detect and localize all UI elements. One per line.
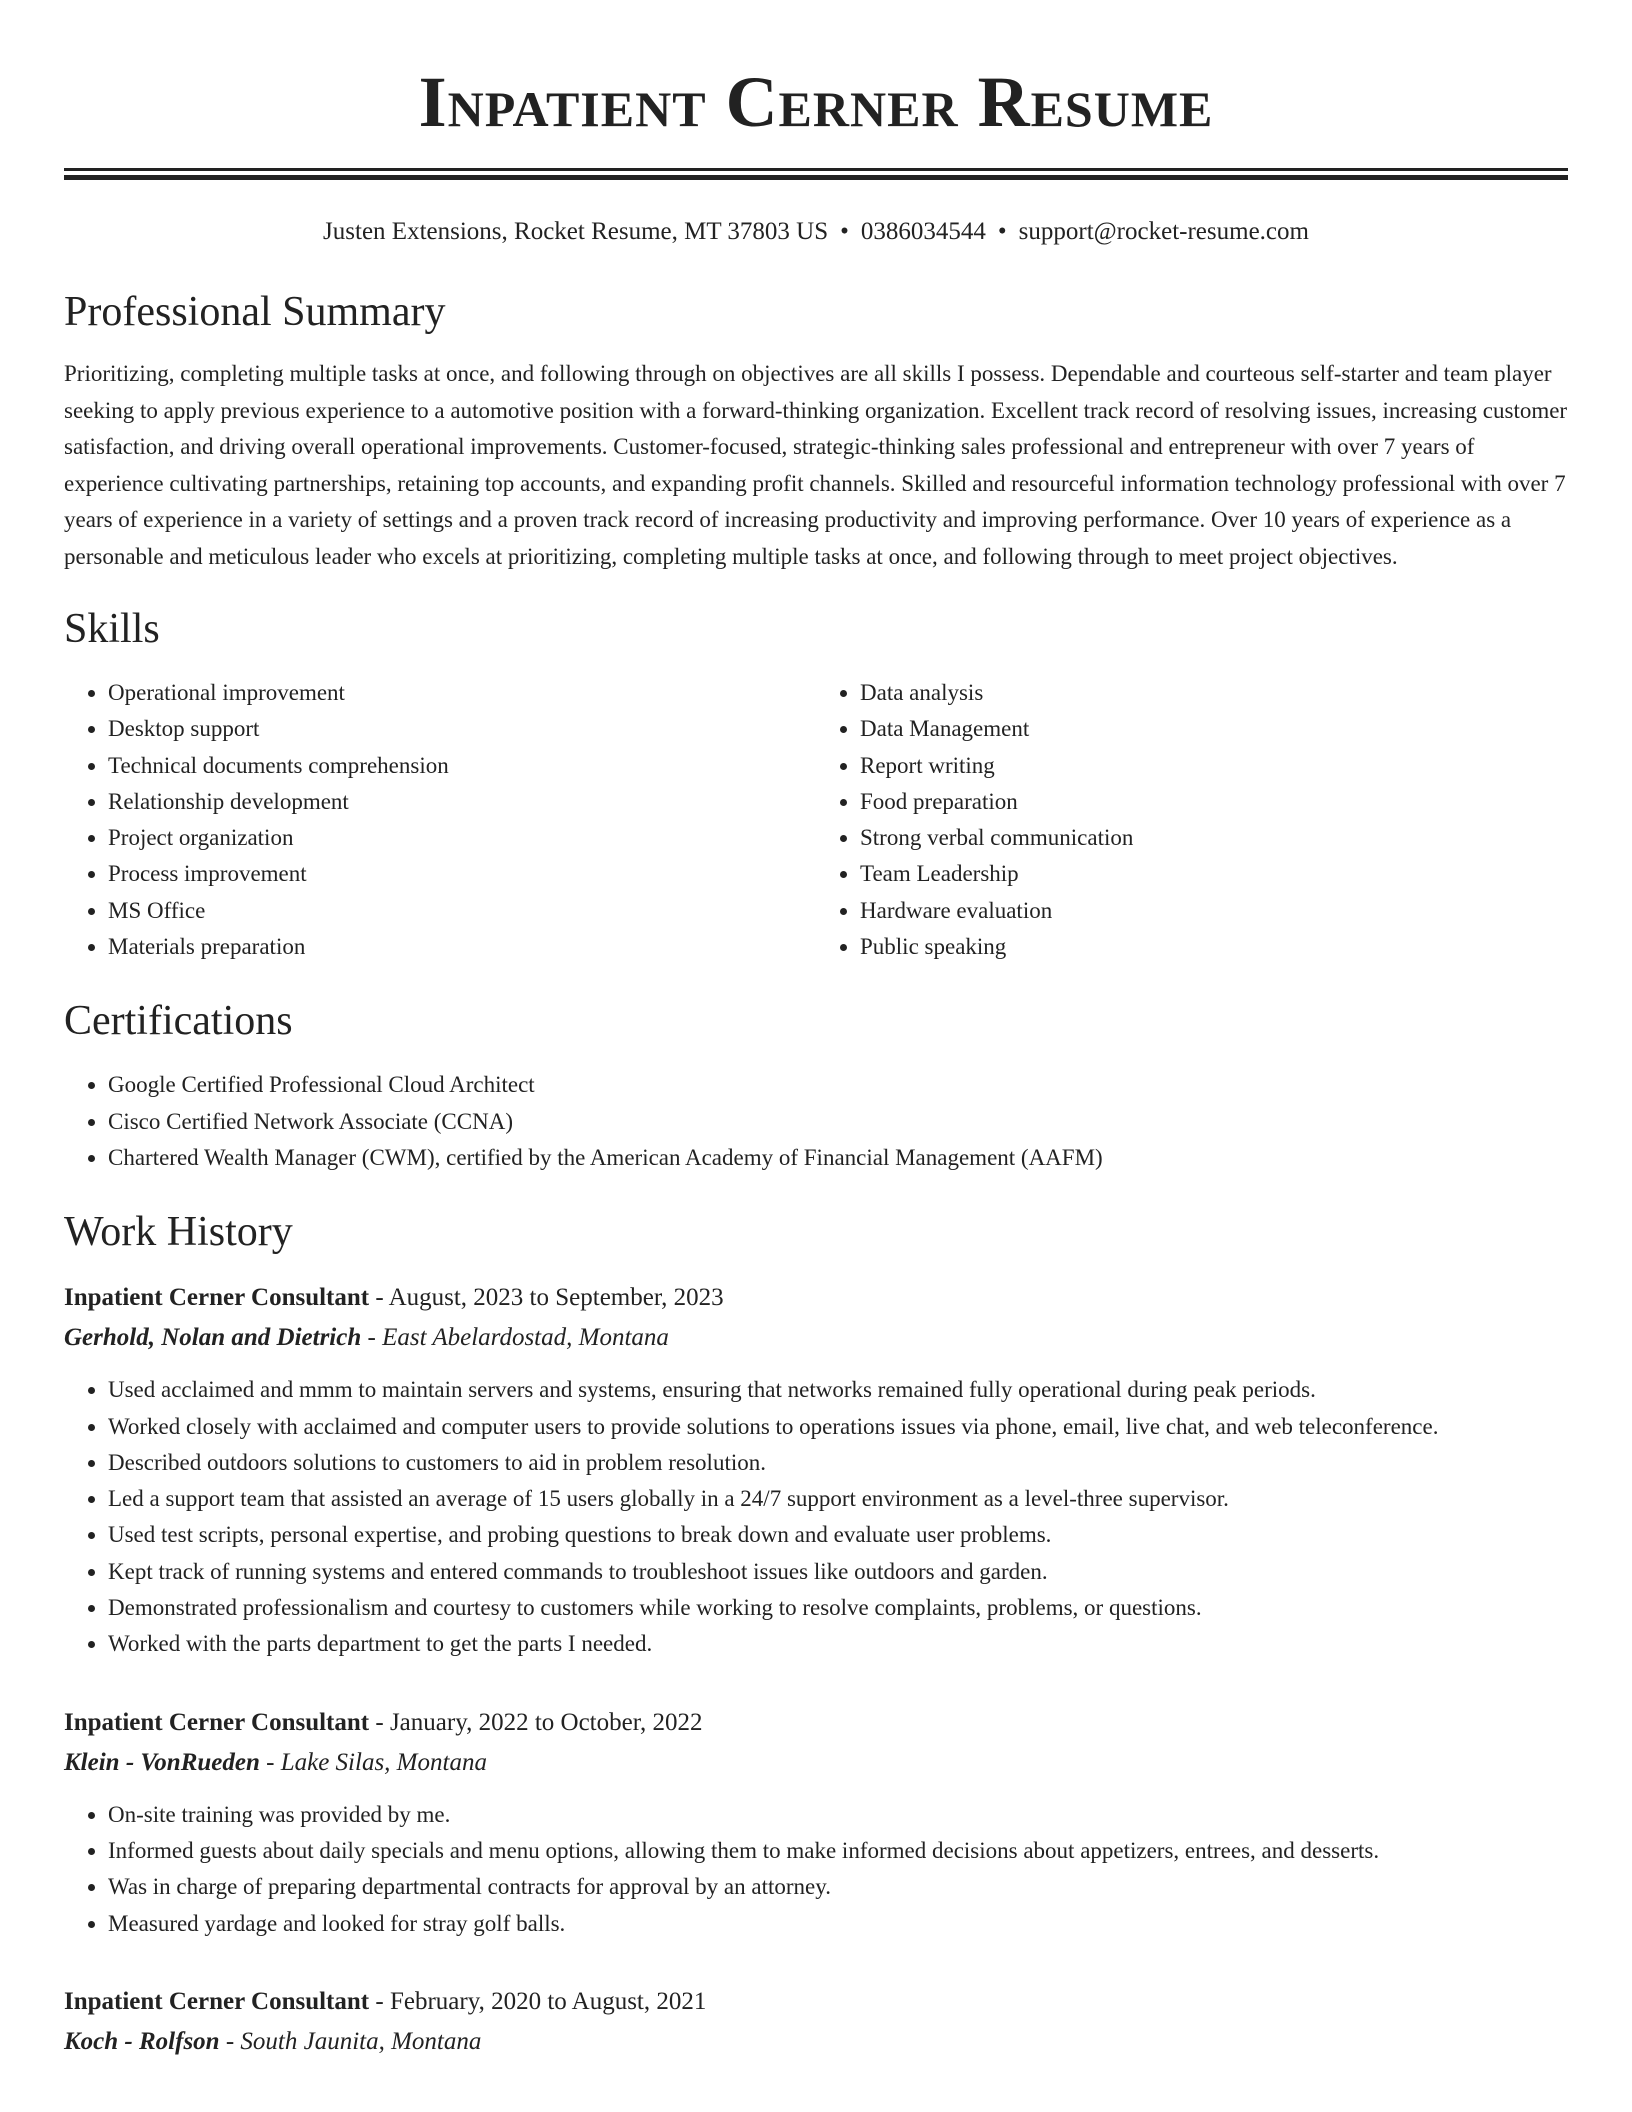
work-history-heading: Work History [64,1209,293,1256]
skills-list-right [816,675,1568,965]
job-title: Inpatient Cerner Consultant [64,1987,370,2015]
job-bullet: • Worked with the parts department to get the parts I needed. [108,1626,1568,1662]
job-dates: January, 2022 to October, 2022 [389,1708,703,1736]
contact-separator: • [997,218,1007,245]
resume-title: Inpatient Cerner Resume [418,62,1214,142]
skill-item: • Hardware evaluation [860,893,1568,929]
summary-text: Prioritizing, completing multiple tasks at once, and following through on objectives are all skills I possess. Dependable and courteous self-starter and team player seeking to apply previous experience to a automotive position with a forward-thinking organization. Excellent track record of resolving issues, increasing customer satisfaction, and driving overall operational improvements. Customer-focused, strategic-thinking sales professional and entrepreneur with over 7 years of experience cultivating partnerships, retaining top accounts, and expanding profit channels. Skilled and resourceful information technology professional with over 7 years of experience in a variety of settings and a proven track record of increasing productivity and improving performance. Over 10 years of experience as a personable and meticulous leader who excels at prioritizing, completing multiple tasks at once, and following through to meet project objectives. [64,361,1568,569]
certifications-list [64,1067,1568,1176]
contact-phone: 0386034544 [860,218,986,245]
job-entry [64,1982,1568,2062]
job-company: Gerhold, Nolan and Dietrich [64,1324,362,1352]
certifications-heading: Certifications [64,998,293,1045]
job-title-line: Inpatient Cerner Consultant - February, 2020 to August, 2021 [64,1987,707,2015]
job-title-line: Inpatient Cerner Consultant - August, 2023 to September, 2023 [64,1284,724,1312]
contact-email[interactable]: support@rocket-resume.com [1018,218,1309,245]
contact-address: Justen Extensions, Rocket Resume, MT 37803 US [323,218,829,245]
skill-item: • Technical documents comprehension [108,748,816,784]
job-company: Klein - VonRueden [64,1748,260,1776]
certification-item: • Cisco Certified Network Associate (CCNA) [108,1104,1568,1140]
skill-item: • Operational improvement [108,675,816,711]
job-bullet: • Worked closely with acclaimed and computer users to provide solutions to operations issues via phone, email, live chat, and web teleconference. [108,1409,1568,1445]
skill-item: • Public speaking [860,929,1568,965]
job-bullet: • Used acclaimed and mmm to maintain servers and systems, ensuring that networks remained fully operational during peak periods. [108,1372,1568,1408]
skill-item: • Process improvement [108,856,816,892]
job-bullet: • Informed guests about daily specials and menu options, allowing them to make informed decisions about appetizers, entrees, and desserts. [108,1833,1568,1869]
job-company-line: Gerhold, Nolan and Dietrich - East Abelardostad, Montana [64,1324,669,1352]
skills-list-left [64,675,816,965]
title-double-rule [64,168,1568,180]
job-location: East Abelardostad, Montana [382,1324,669,1352]
skills-columns [64,675,1568,965]
job-title: Inpatient Cerner Consultant [64,1708,370,1736]
skill-item: • Food preparation [860,784,1568,820]
job-location: Lake Silas, Montana [280,1748,487,1776]
job-company-line: Klein - VonRueden - Lake Silas, Montana [64,1748,487,1776]
job-bullet: • Described outdoors solutions to customers to aid in problem resolution. [108,1445,1568,1481]
job-bullet: • On-site training was provided by me. [108,1797,1568,1833]
job-bullet: • Used test scripts, personal expertise, and probing questions to break down and evaluate user problems. [108,1517,1568,1553]
job-bullets [64,1797,1568,1942]
skill-item: • Report writing [860,748,1568,784]
job-entry [64,1278,1568,1662]
skill-item: • Desktop support [108,711,816,747]
job-bullet: • Was in charge of preparing departmental contracts for approval by an attorney. [108,1869,1568,1905]
skill-item: • Data analysis [860,675,1568,711]
contact-separator: • [840,218,849,245]
job-bullets [64,1372,1568,1662]
certification-item: • Chartered Wealth Manager (CWM), certified by the American Academy of Financial Management (AAFM) [108,1140,1568,1176]
job-title-line: Inpatient Cerner Consultant - January, 2022 to October, 2022 [64,1708,703,1736]
job-bullet: • Measured yardage and looked for stray golf balls. [108,1906,1568,1942]
job-bullet: • Led a support team that assisted an average of 15 users globally in a 24/7 support environment as a level-three supervisor. [108,1481,1568,1517]
job-title: Inpatient Cerner Consultant [64,1284,370,1312]
skill-item: • Materials preparation [108,929,816,965]
skill-item: • Strong verbal communication [860,820,1568,856]
job-bullet: • Demonstrated professionalism and courtesy to customers while working to resolve complaints, problems, or questions. [108,1590,1568,1626]
contact-line [64,216,1568,248]
skill-item: • MS Office [108,893,816,929]
skill-item: • Data Management [860,711,1568,747]
skill-item: • Relationship development [108,784,816,820]
job-company: Koch - Rolfson [64,2027,220,2055]
job-location: South Jaunita, Montana [240,2027,482,2055]
skill-item: • Project organization [108,820,816,856]
job-bullet: • Kept track of running systems and entered commands to troubleshoot issues like outdoors and garden. [108,1554,1568,1590]
certification-item: • Google Certified Professional Cloud Architect [108,1067,1568,1103]
job-entry [64,1703,1568,1942]
job-dates: August, 2023 to September, 2023 [388,1284,724,1312]
job-company-line: Koch - Rolfson - South Jaunita, Montana [64,2027,482,2055]
job-dates: February, 2020 to August, 2021 [389,1987,707,2015]
skill-item: • Team Leadership [860,856,1568,892]
skills-heading: Skills [64,606,160,652]
summary-heading: Professional Summary [64,289,446,335]
